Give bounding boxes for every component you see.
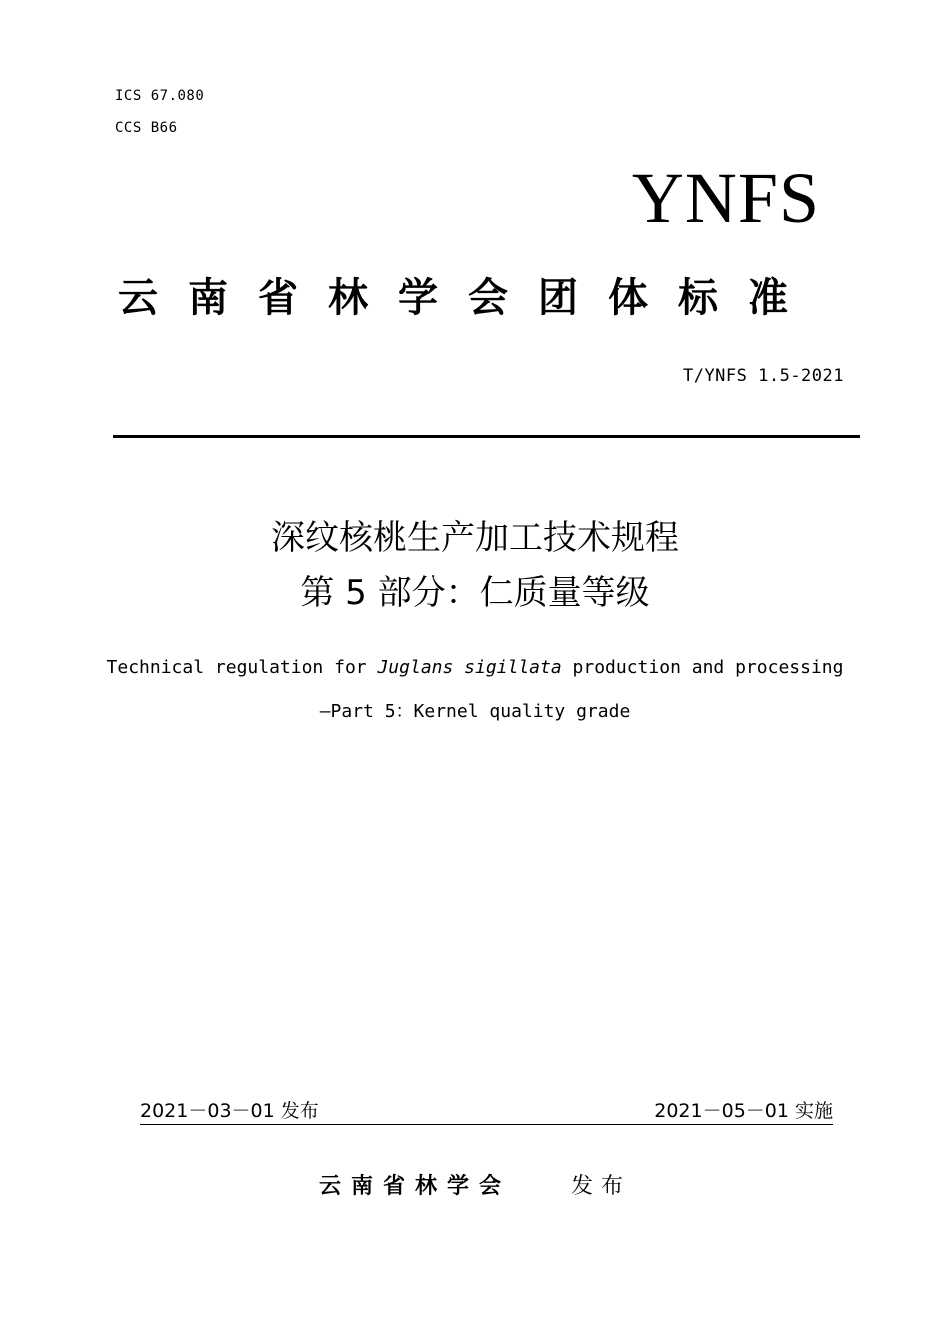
ics-code: ICS 67.080 xyxy=(115,88,205,104)
chinese-title-line1: 深纹核桃生产加工技术规程 xyxy=(271,518,679,558)
english-title-species: Juglans sigillata xyxy=(377,657,562,678)
publisher-name: 云南省林学会 xyxy=(318,1173,511,1199)
english-title-line1 xyxy=(0,655,950,681)
implementation-date: 2021－05－01 实施 xyxy=(654,1100,833,1122)
chinese-title-line2: 第 5 部分：仁质量等级 xyxy=(300,573,650,613)
english-title-pre: Technical regulation for xyxy=(106,657,378,678)
organization-standard-title: 云南省林学会团体标准 xyxy=(118,274,818,321)
date-row xyxy=(140,1098,833,1125)
publisher-line xyxy=(0,1170,950,1203)
publish-label: 发布 xyxy=(571,1174,632,1199)
header-divider xyxy=(113,435,860,438)
standard-number: T/YNFS 1.5-2021 xyxy=(682,366,844,386)
standard-logo: YNFS xyxy=(631,158,820,238)
publication-date: 2021－03－01 发布 xyxy=(140,1100,319,1122)
english-title-line2: —Part 5：Kernel quality grade xyxy=(319,701,631,722)
ccs-code: CCS B66 xyxy=(115,120,178,136)
english-title-post: production and processing xyxy=(561,657,844,678)
